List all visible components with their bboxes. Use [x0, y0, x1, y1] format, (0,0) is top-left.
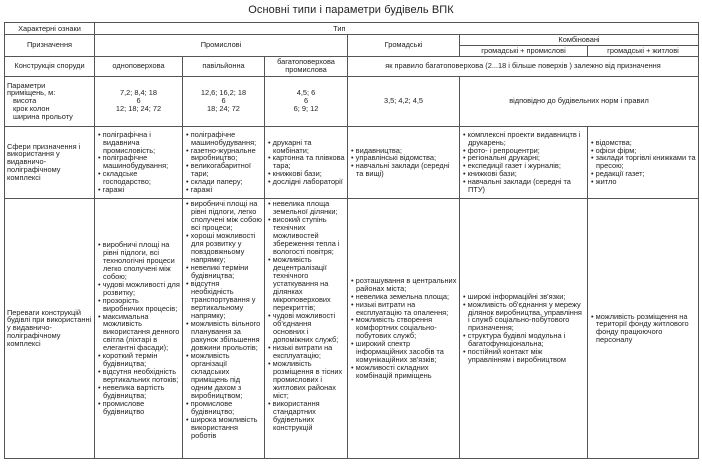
advantages-multi	[265, 198, 348, 458]
list-item: • відсутня необхідність транспортування у вертикальному напрямку;	[185, 280, 262, 320]
list-item: • максимальна можливість використання денного світла (ліхтарі в елегантні фасади);	[97, 313, 180, 353]
list-item: • великогабаритної тари;	[185, 162, 262, 178]
params-civil: 3,5; 4,2; 4,5	[348, 76, 460, 126]
header-type: Тип	[95, 23, 348, 35]
header-construction: Конструкція споруди	[5, 56, 95, 76]
list-item: • відсутня необхідність вертикальних потоків;	[97, 368, 180, 384]
list-item: • виробничі площі на рівні підлоги, всі технологічні процеси легко сполучені між собою;	[97, 241, 180, 281]
header-multi-note: як правило багатоповерхова (2...18 і більше поверхів ) залежно від призначення	[348, 56, 699, 76]
list-item: • регіональні друкарні;	[462, 154, 585, 162]
list-item: • високий ступінь технічних можливостей збереження тепла і вологості повітря;	[267, 216, 345, 256]
list-item: • фото- і репроцентри;	[462, 147, 585, 155]
list-item: • картонна та плівкова тара;	[267, 154, 345, 170]
list-item: • навчальні заклади (середні та вищі)	[350, 162, 457, 178]
list-item: • можливість створення комфортних соціально-побутових служб;	[350, 316, 457, 340]
list-item: • низькі витрати на експлуатацію;	[267, 344, 345, 360]
list-item: • невелика площа земельної ділянки;	[267, 200, 345, 216]
list-item: • можливості складних комбінацій приміщень	[350, 364, 457, 380]
list-item: • прозорість виробничих процесів;	[97, 297, 180, 313]
list-item: • невеликі терміни будівництва;	[185, 264, 262, 280]
list-item: • постійний контакт між управлінням і виробництвом	[462, 348, 585, 364]
spheres-civil-industrial	[460, 126, 588, 198]
list-item: • склади паперу;	[185, 178, 262, 186]
spheres-one-storey	[95, 126, 183, 198]
list-item: • чудові можливості об'єднання основних і допоміжних служб;	[267, 312, 345, 344]
list-item: • дослідні лабораторії	[267, 178, 345, 186]
advantages-civil	[348, 198, 460, 458]
list-item: • гаражі	[97, 186, 180, 194]
header-civil-industrial: громадські + промислові	[460, 45, 588, 56]
list-item: • низькі витрати на експлуатацію та опалення;	[350, 301, 457, 317]
list-item: • широка можливість використання роботів	[185, 416, 262, 440]
header-civil-residential: громадські + житлові	[588, 45, 699, 56]
params-multi: 4,5; 6 6 6; 9; 12	[265, 76, 348, 126]
list-item: • гаражі	[185, 186, 262, 194]
header-blank	[348, 23, 699, 35]
header-one-storey: одноповерхова	[95, 56, 183, 76]
header-civil: Громадські	[348, 35, 460, 57]
params-combined: відповідно до будівельних норм і правил	[460, 76, 699, 126]
list-item: • редакції газет;	[590, 170, 696, 178]
list-item: • газетно-журнальне виробництво;	[185, 147, 262, 163]
header-multi-storey: багатоповерхова промислова	[265, 56, 348, 76]
list-item: • можливість вільного планування за рахунок збільшення довжини прольотів;	[185, 320, 262, 352]
list-item: • комплексні проекти видавництв і друкарень;	[462, 131, 585, 147]
advantages-pavilion	[183, 198, 265, 458]
list-item: • хороші можливості для розвитку у повздовжньому напрямку;	[185, 232, 262, 264]
list-item: • книжкові бази;	[462, 170, 585, 178]
spheres-label: Сфери призначення і використання у видавничо-поліграфічному комплексі	[5, 126, 95, 198]
advantages-label: Переваги конструкцій будівлі при використанні у видавничо-поліграфічному комплексі	[5, 198, 95, 458]
list-item: • промислове будівництво	[97, 400, 180, 416]
spheres-multi	[265, 126, 348, 198]
advantages-civil-residential	[588, 198, 699, 458]
header-purpose: Призначення	[5, 35, 95, 57]
list-item: • експедиції газет і журналів;	[462, 162, 585, 170]
list-item: • можливість розміщення в тісних промислових і житлових районах міст;	[267, 360, 345, 400]
list-item: • невелика вартість будівництва;	[97, 384, 180, 400]
list-item: • книжкові бази;	[267, 170, 345, 178]
list-item: • друкарні та комбінати;	[267, 139, 345, 155]
list-item: • промислове будівництво;	[185, 400, 262, 416]
list-item: • навчальні заклади (середні та ПТУ)	[462, 178, 585, 194]
params-label: Параметри приміщень, м: висота крок колон ширина прольоту	[5, 76, 95, 126]
params-pavilion: 12,6; 16,2; 18 6 18; 24; 72	[183, 76, 265, 126]
list-item: • житло	[590, 178, 696, 186]
header-industrial: Промислові	[95, 35, 348, 57]
spheres-pavilion	[183, 126, 265, 198]
page-title: Основні типи і параметри будівель ВПК	[248, 4, 454, 16]
list-item: • структура будівлі модульна і багатофункціональна;	[462, 332, 585, 348]
list-item: • управлінські відомства;	[350, 154, 457, 162]
list-item: • поліграфічне машинобудування;	[185, 131, 262, 147]
list-item: • широкі інформаційні зв'язки;	[462, 293, 585, 301]
advantages-civil-industrial	[460, 198, 588, 458]
list-item: • офіси фірм;	[590, 147, 696, 155]
list-item: • можливість об'єднання у мережу ділянок виробництва, управління і служб соціально-побутового призначення;	[462, 301, 585, 333]
list-item: • заклади торгівлі книжками та пресою;	[590, 154, 696, 170]
header-characteristics: Характерні ознаки	[5, 23, 95, 35]
list-item: • використання стандартних будівельних конструкцій	[267, 400, 345, 432]
comparison-table	[4, 22, 699, 459]
list-item: • чудові можливості для розвитку;	[97, 281, 180, 297]
list-item: • можливість організації складських приміщень під одним дахом з виробництвом;	[185, 352, 262, 400]
list-item: • широкий спектр інформаційних засобів та комунікаційних зв'язків;	[350, 340, 457, 364]
list-item: • можливість децентралізації технічного устаткування на ділянках мікроповерхових перекриттів;	[267, 256, 345, 312]
spheres-civil	[348, 126, 460, 198]
list-item: • видавництва;	[350, 147, 457, 155]
list-item: • складське господарство;	[97, 170, 180, 186]
list-item: • поліграфічне машинобудування;	[97, 154, 180, 170]
spheres-civil-residential	[588, 126, 699, 198]
list-item: • невелика земельна площа;	[350, 293, 457, 301]
header-combined: Комбіновані	[460, 35, 699, 46]
advantages-one-storey	[95, 198, 183, 458]
list-item: • виробничі площі на рівні підлоги, легко сполучені між собою всі процеси;	[185, 200, 262, 232]
list-item: • розташування в центральних районах міста;	[350, 277, 457, 293]
list-item: • поліграфічна і видавнича промисловість;	[97, 131, 180, 155]
list-item: • відомства;	[590, 139, 696, 147]
params-one-storey: 7,2; 8,4; 18 6 12; 18; 24; 72	[95, 76, 183, 126]
list-item: • короткий термін будівництва;	[97, 352, 180, 368]
header-pavilion: павільйонна	[183, 56, 265, 76]
list-item: • можливість розміщення на території фонду житлового фонду працюючого персоналу	[590, 313, 696, 345]
